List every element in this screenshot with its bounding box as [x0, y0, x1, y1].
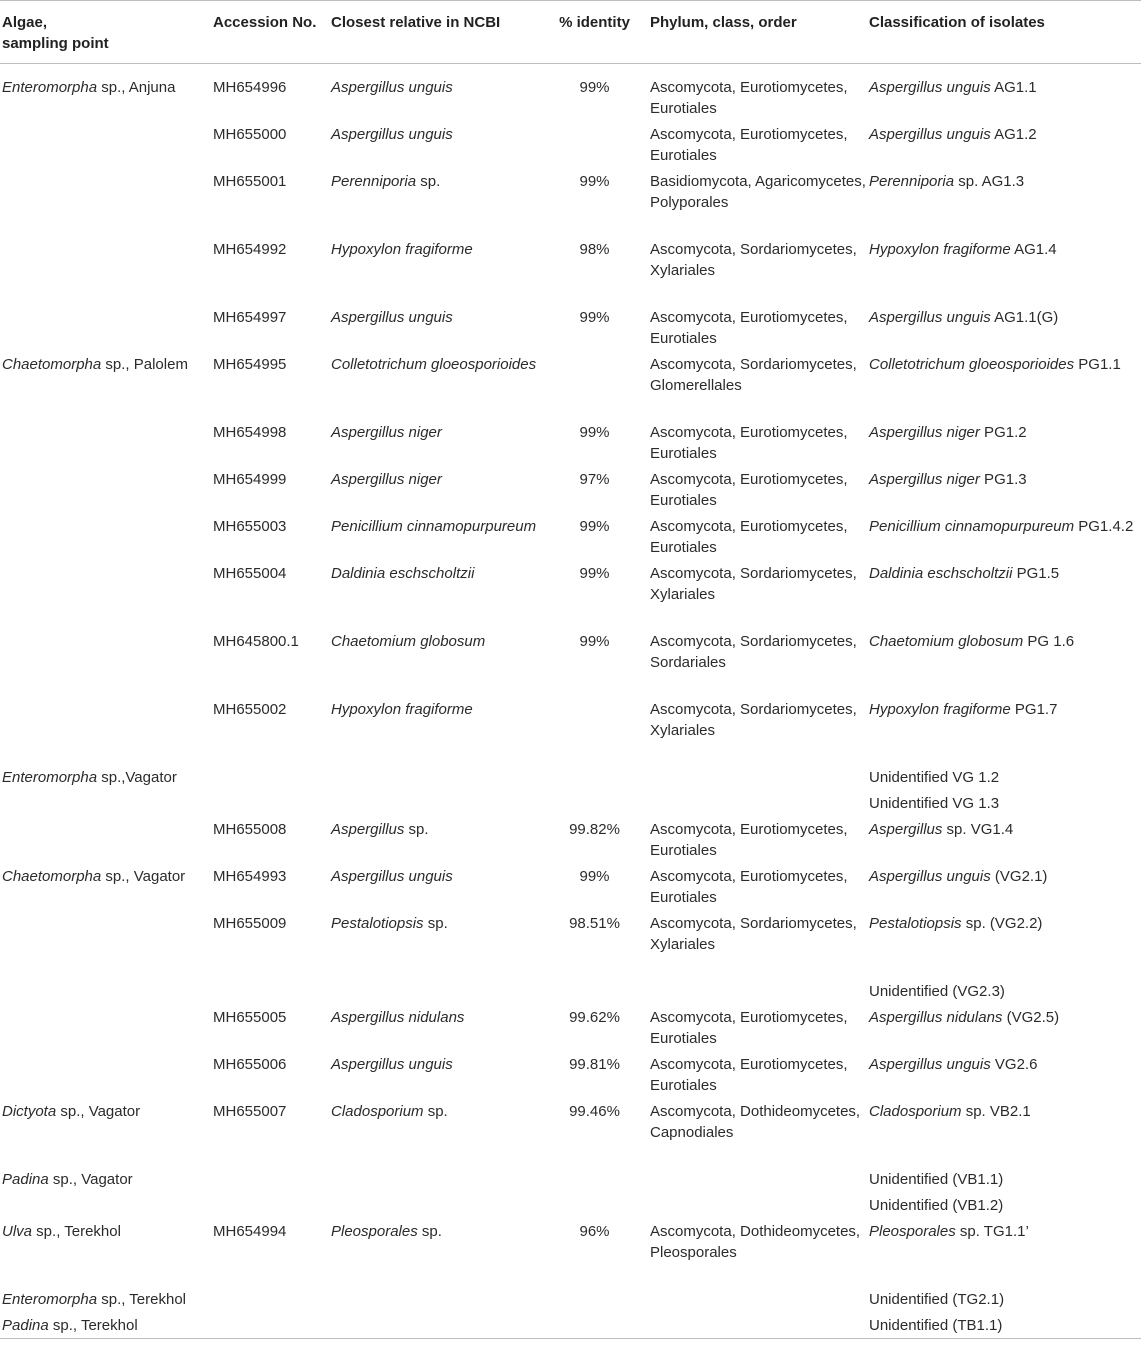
percent-identity [539, 788, 650, 814]
phylum-class-order: Ascomycota, Eurotiomycetes, Eurotiales [650, 1009, 848, 1047]
phylum-class-order: Ascomycota, Eurotiomycetes, Eurotiales [650, 471, 848, 509]
accession-number: MH655007 [213, 1103, 287, 1120]
table-row [0, 694, 1141, 762]
closest-relative [331, 1310, 539, 1339]
algae-sampling-point: Enteromorpha sp., Anjuna [2, 79, 176, 96]
closest-relative: Aspergillus nidulans [331, 1009, 465, 1026]
accession-number: MH645800.1 [213, 633, 299, 650]
percent-identity [539, 119, 650, 166]
isolate-classification: Aspergillus unguis AG1.1(G) [869, 309, 1059, 326]
phylum-class-order [650, 788, 869, 814]
percent-identity: 96% [579, 1223, 610, 1240]
accession-number [213, 1284, 331, 1310]
algae-sampling-point [0, 464, 213, 511]
percent-identity: 99.81% [569, 1056, 620, 1073]
closest-relative: Pleosporales sp. [331, 1223, 442, 1240]
algae-sampling-point: Ulva sp., Terekhol [2, 1223, 121, 1240]
algae-sampling-point [0, 976, 213, 1002]
algae-sampling-point [0, 511, 213, 558]
accession-number [213, 976, 331, 1002]
closest-relative [331, 788, 539, 814]
closest-relative: Penicillium cinnamopurpureum [331, 518, 537, 535]
phylum-class-order [650, 1164, 869, 1190]
algae-sampling-point [0, 417, 213, 464]
isolate-classification: Perenniporia sp. AG1.3 [869, 173, 1025, 190]
phylum-class-order [650, 762, 869, 788]
accession-number: MH655008 [213, 821, 287, 838]
isolate-classification: Daldinia eschscholtzii PG1.5 [869, 565, 1060, 582]
percent-identity [539, 1310, 650, 1339]
closest-relative: Hypoxylon fragiforme [331, 241, 473, 258]
closest-relative: Aspergillus sp. [331, 821, 429, 838]
isolate-classification: Pestalotiopsis sp. (VG2.2) [869, 915, 1043, 932]
table-row [0, 349, 1141, 417]
phylum-class-order: Ascomycota, Eurotiomycetes, Eurotiales [650, 424, 848, 462]
isolate-classification: Aspergillus unguis AG1.1 [869, 79, 1037, 96]
isolate-classification: Unidentified (VB1.1) [869, 1171, 1004, 1188]
header-relative: Closest relative in NCBI [331, 1, 539, 64]
table-row [0, 861, 1141, 908]
algae-sampling-point [0, 694, 213, 762]
header-algae: Algae, sampling point [0, 1, 213, 64]
phylum-class-order: Ascomycota, Eurotiomycetes, Eurotiales [650, 868, 848, 906]
isolate-classification: Unidentified VG 1.2 [869, 769, 1000, 786]
isolate-classification: Aspergillus niger PG1.2 [869, 424, 1027, 441]
algae-sampling-point [0, 119, 213, 166]
percent-identity: 99% [579, 173, 610, 190]
accession-number [213, 1190, 331, 1216]
algae-sampling-point [0, 302, 213, 349]
percent-identity: 99.82% [569, 821, 620, 838]
isolate-classification: Aspergillus unguis (VG2.1) [869, 868, 1048, 885]
isolate-classification: Pleosporales sp. TG1.1’ [869, 1223, 1029, 1240]
table-row [0, 511, 1141, 558]
percent-identity: 97% [579, 471, 610, 488]
closest-relative: Colletotrichum gloeosporioides [331, 356, 537, 373]
isolate-classification: Aspergillus sp. VG1.4 [869, 821, 1014, 838]
table-row [0, 1002, 1141, 1049]
isolate-classification: Unidentified (VB1.2) [869, 1197, 1004, 1214]
phylum-class-order [650, 976, 869, 1002]
accession-number: MH655002 [213, 701, 287, 718]
isolate-classification: Hypoxylon fragiforme PG1.7 [869, 701, 1058, 718]
table-row [0, 1284, 1141, 1310]
isolate-classification: Colletotrichum gloeosporioides PG1.1 [869, 356, 1121, 373]
accession-number: MH655001 [213, 173, 287, 190]
accession-number: MH654998 [213, 424, 287, 441]
closest-relative: Chaetomium globosum [331, 633, 486, 650]
algae-sampling-point: Chaetomorpha sp., Palolem [2, 356, 188, 373]
accession-number [213, 1164, 331, 1190]
phylum-class-order: Basidiomycota, Agaricomycetes, Polyporales [650, 173, 866, 211]
phylum-class-order [650, 1310, 869, 1339]
closest-relative [331, 762, 539, 788]
phylum-class-order [650, 1284, 869, 1310]
percent-identity: 99% [579, 79, 610, 96]
header-identity: % identity [539, 1, 650, 64]
percent-identity: 99% [579, 633, 610, 650]
accession-number: MH655006 [213, 1056, 287, 1073]
phylum-class-order: Ascomycota, Sordariomycetes, Xylariales [650, 701, 857, 739]
accession-number [213, 788, 331, 814]
table-row [0, 1190, 1141, 1216]
table-row [0, 976, 1141, 1002]
closest-relative: Perenniporia sp. [331, 173, 441, 190]
algae-sampling-point [0, 1190, 213, 1216]
table-row [0, 64, 1141, 120]
algae-sampling-point: Enteromorpha sp.,Vagator [2, 769, 177, 786]
isolate-classification: Aspergillus niger PG1.3 [869, 471, 1027, 488]
percent-identity [539, 349, 650, 417]
closest-relative: Aspergillus unguis [331, 1056, 453, 1073]
algae-sampling-point [0, 234, 213, 302]
table-row [0, 166, 1141, 234]
table-row [0, 762, 1141, 788]
accession-number: MH655005 [213, 1009, 287, 1026]
table-row [0, 234, 1141, 302]
table-row [0, 119, 1141, 166]
algae-sampling-point [0, 626, 213, 694]
isolate-classification: Aspergillus unguis AG1.2 [869, 126, 1037, 143]
phylum-class-order: Ascomycota, Eurotiomycetes, Eurotiales [650, 821, 848, 859]
table-row [0, 626, 1141, 694]
table-row [0, 814, 1141, 861]
isolate-classification: Penicillium cinnamopurpureum PG1.4.2 [869, 518, 1134, 535]
algae-sampling-point [0, 558, 213, 626]
table-row [0, 1096, 1141, 1164]
percent-identity: 99% [579, 868, 610, 885]
closest-relative [331, 1164, 539, 1190]
isolate-classification: Hypoxylon fragiforme AG1.4 [869, 241, 1057, 258]
accession-number [213, 1310, 331, 1339]
closest-relative: Hypoxylon fragiforme [331, 701, 473, 718]
percent-identity [539, 1164, 650, 1190]
isolate-classification: Aspergillus nidulans (VG2.5) [869, 1009, 1060, 1026]
closest-relative [331, 976, 539, 1002]
isolate-classification: Aspergillus unguis VG2.6 [869, 1056, 1038, 1073]
accession-number: MH654993 [213, 868, 287, 885]
closest-relative: Pestalotiopsis sp. [331, 915, 448, 932]
table-header [0, 1, 1141, 64]
accession-number: MH654994 [213, 1223, 287, 1240]
isolate-classification: Chaetomium globosum PG 1.6 [869, 633, 1075, 650]
table-row [0, 1049, 1141, 1096]
accession-number: MH654997 [213, 309, 287, 326]
accession-number [213, 762, 331, 788]
table-row [0, 417, 1141, 464]
phylum-class-order: Ascomycota, Eurotiomycetes, Eurotiales [650, 79, 848, 117]
accession-number: MH654996 [213, 79, 287, 96]
algae-sampling-point [0, 166, 213, 234]
percent-identity [539, 1190, 650, 1216]
percent-identity: 98% [579, 241, 610, 258]
phylum-class-order: Ascomycota, Eurotiomycetes, Eurotiales [650, 126, 848, 164]
percent-identity: 99% [579, 565, 610, 582]
closest-relative [331, 1190, 539, 1216]
accession-number: MH655003 [213, 518, 287, 535]
isolate-classification: Unidentified (TG2.1) [869, 1291, 1005, 1308]
algae-sampling-point [0, 788, 213, 814]
algae-sampling-point: Chaetomorpha sp., Vagator [2, 868, 186, 885]
algae-sampling-point: Dictyota sp., Vagator [2, 1103, 141, 1120]
percent-identity [539, 976, 650, 1002]
percent-identity [539, 762, 650, 788]
algae-sampling-point [0, 814, 213, 861]
algae-sampling-point: Padina sp., Vagator [2, 1171, 133, 1188]
isolate-classification: Unidentified VG 1.3 [869, 795, 1000, 812]
phylum-class-order: Ascomycota, Eurotiomycetes, Eurotiales [650, 1056, 848, 1094]
closest-relative: Aspergillus unguis [331, 868, 453, 885]
algae-sampling-point [0, 1002, 213, 1049]
accession-number: MH655009 [213, 915, 287, 932]
phylum-class-order: Ascomycota, Sordariomycetes, Xylariales [650, 915, 857, 953]
table-row [0, 1310, 1141, 1339]
percent-identity [539, 1284, 650, 1310]
percent-identity: 99.62% [569, 1009, 620, 1026]
percent-identity: 99% [579, 424, 610, 441]
algae-sampling-point [0, 908, 213, 976]
table-body [0, 64, 1141, 1339]
closest-relative: Aspergillus niger [331, 471, 442, 488]
closest-relative: Cladosporium sp. [331, 1103, 448, 1120]
isolate-classification: Unidentified (TB1.1) [869, 1310, 1141, 1339]
algae-sampling-point: Enteromorpha sp., Terekhol [2, 1291, 187, 1308]
table-row [0, 558, 1141, 626]
algae-sampling-point: Padina sp., Terekhol [0, 1310, 213, 1339]
closest-relative: Daldinia eschscholtzii [331, 565, 475, 582]
algae-sampling-point [0, 1049, 213, 1096]
table-row [0, 788, 1141, 814]
phylum-class-order: Ascomycota, Dothideomycetes, Pleosporales [650, 1223, 861, 1261]
accession-number: MH655000 [213, 126, 287, 143]
phylum-class-order: Ascomycota, Sordariomycetes, Xylariales [650, 565, 857, 603]
closest-relative: Aspergillus unguis [331, 126, 453, 143]
table-row [0, 302, 1141, 349]
accession-number: MH655004 [213, 565, 287, 582]
accession-number: MH654995 [213, 356, 287, 373]
phylum-class-order: Ascomycota, Dothideomycetes, Capnodiales [650, 1103, 861, 1141]
phylum-class-order: Ascomycota, Sordariomycetes, Glomerellales [650, 356, 857, 394]
table-row [0, 1216, 1141, 1284]
isolate-classification: Unidentified (VG2.3) [869, 983, 1005, 1000]
percent-identity: 99.46% [569, 1103, 620, 1120]
percent-identity: 99% [579, 518, 610, 535]
table-row [0, 464, 1141, 511]
closest-relative: Aspergillus unguis [331, 309, 453, 326]
closest-relative [331, 1284, 539, 1310]
phylum-class-order [650, 1190, 869, 1216]
phylum-class-order: Ascomycota, Sordariomycetes, Xylariales [650, 241, 857, 279]
accession-number: MH654999 [213, 471, 287, 488]
closest-relative: Aspergillus unguis [331, 79, 453, 96]
percent-identity: 98.51% [569, 915, 620, 932]
phylum-class-order: Ascomycota, Eurotiomycetes, Eurotiales [650, 518, 848, 556]
phylum-class-order: Ascomycota, Eurotiomycetes, Eurotiales [650, 309, 848, 347]
table-row [0, 1164, 1141, 1190]
percent-identity: 99% [579, 309, 610, 326]
table-row [0, 908, 1141, 976]
phylum-class-order: Ascomycota, Sordariomycetes, Sordariales [650, 633, 857, 671]
accession-number: MH654992 [213, 241, 287, 258]
header-classification: Classification of isolates [869, 1, 1141, 64]
header-phylum: Phylum, class, order [650, 1, 869, 64]
closest-relative: Aspergillus niger [331, 424, 442, 441]
percent-identity [539, 694, 650, 762]
header-accession: Accession No. [213, 1, 331, 64]
isolate-classification: Cladosporium sp. VB2.1 [869, 1103, 1031, 1120]
